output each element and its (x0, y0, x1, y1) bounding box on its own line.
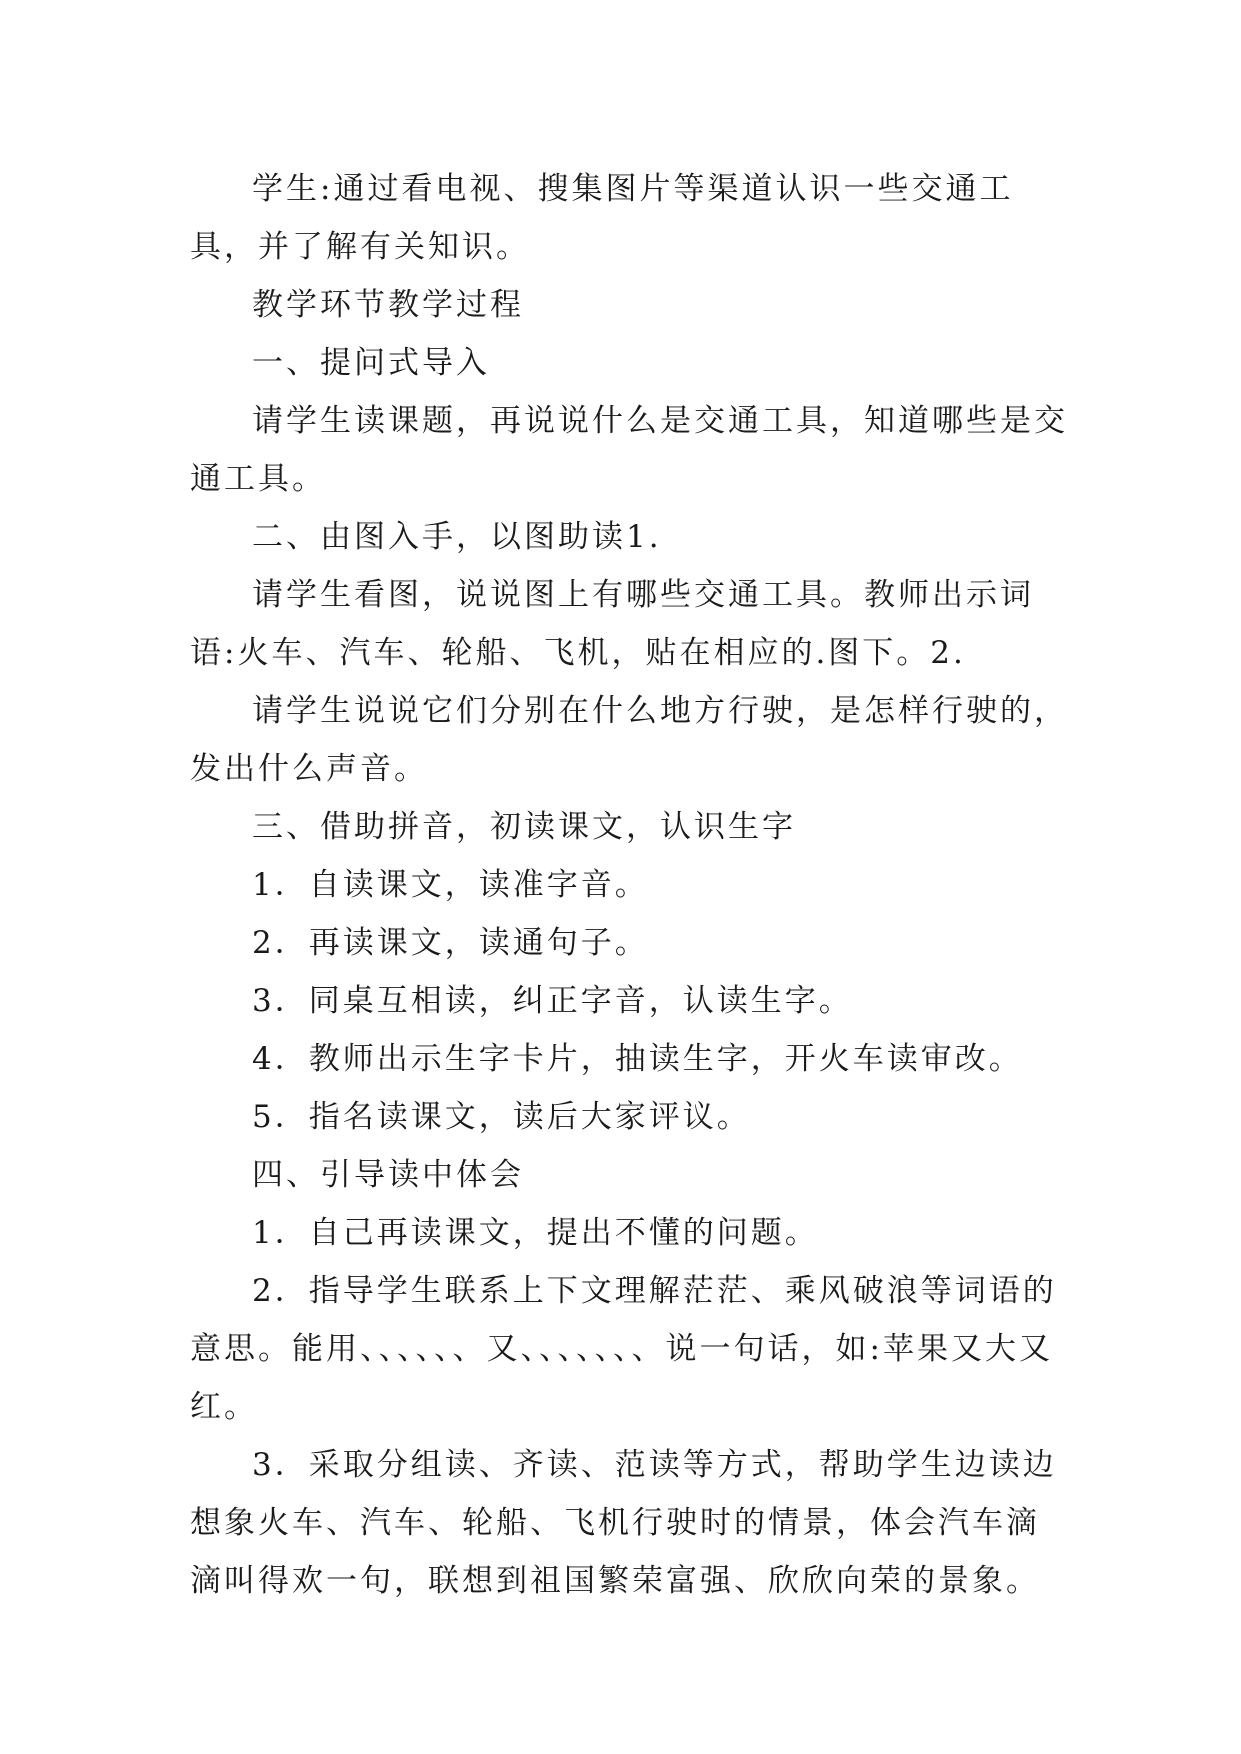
paragraph: 请学生说说它们分别在什么地方行驶，是怎样行驶的，发出什么声音。 (190, 693, 1068, 787)
list-item: 4．教师出示生字卡片，抽读生字，开火车读审改。 (252, 1041, 1023, 1077)
paragraph-teaching-header: 教学环节教学过程 (252, 287, 524, 323)
list-item: 2．再读课文，读通句子。 (252, 925, 649, 961)
paragraph: 请学生读课题，再说说什么是交通工具，知道哪些是交通工具。 (190, 403, 1068, 497)
list-item: 2．指导学生联系上下文理解茫茫、乘风破浪等词语的意思。能用、、、、、、又、、、、、、、说一句话，如:苹果又大又红。 (190, 1273, 1057, 1425)
section-heading-4: 四、引导读中体会 (252, 1157, 524, 1193)
section-heading-1: 一、提问式导入 (252, 345, 490, 381)
list-item: 3．同桌互相读，纠正字音，认读生字。 (252, 983, 853, 1019)
paragraph-student-prep: 学生:通过看电视、搜集图片等渠道认识一些交通工具，并了解有关知识。 (190, 171, 1014, 265)
list-item: 5．指名读课文，读后大家评议。 (252, 1099, 751, 1135)
paragraph: 请学生看图，说说图上有哪些交通工具。教师出示词语:火车、汽车、轮船、飞机，贴在相应的.图下。2. (190, 577, 1034, 671)
list-item: 1．自己再读课文，提出不懂的问题。 (252, 1215, 819, 1251)
document-body (190, 160, 1070, 1610)
section-heading-3: 三、借助拼音，初读课文，认识生字 (252, 809, 796, 845)
section-heading-2: 二、由图入手，以图助读1. (252, 519, 662, 555)
list-item: 3．采取分组读、齐读、范读等方式，帮助学生边读边想象火车、汽车、轮船、飞机行驶时的情景，体会汽车滴滴叫得欢一句，联想到祖国繁荣富强、欣欣向荣的景象。 (190, 1447, 1057, 1599)
list-item: 1．自读课文，读准字音。 (252, 867, 649, 903)
